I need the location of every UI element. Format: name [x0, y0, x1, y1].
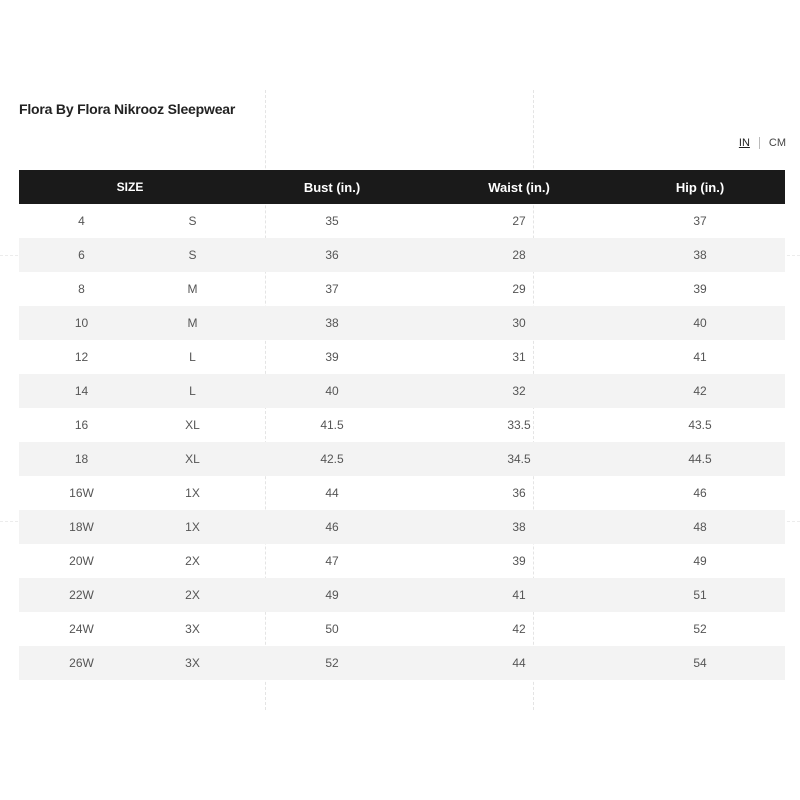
- cell-size-number: 18: [19, 442, 144, 476]
- cell-bust: 40: [241, 374, 423, 408]
- cell-waist: 44: [423, 646, 615, 680]
- cell-hip: 43.5: [688, 418, 712, 432]
- cell-waist: 42: [512, 622, 526, 636]
- cell-waist: 33.5: [507, 418, 531, 432]
- cell-hip: 44.5: [615, 442, 785, 476]
- cell-size-number: 16: [74, 418, 89, 432]
- cell-size-letter: M: [187, 282, 198, 296]
- cell-size-letter: XL: [144, 442, 241, 476]
- cell-size-number: 24W: [69, 622, 94, 636]
- cell-size-letter: L: [144, 374, 241, 408]
- cell-bust: 37: [325, 282, 339, 296]
- cell-size-letter: 3X: [185, 622, 200, 636]
- cell-size-letter: 2X: [185, 554, 200, 568]
- cell-size-number: 22W: [19, 578, 144, 612]
- cell-size-number: 16W: [69, 486, 94, 500]
- cell-hip: 51: [615, 578, 785, 612]
- table-row: [19, 408, 785, 442]
- cell-size-letter: S: [144, 238, 241, 272]
- header-hip: Hip (in.): [615, 170, 785, 204]
- unit-toggle: [739, 137, 786, 149]
- cell-size-number: 12: [74, 350, 89, 364]
- cell-size-number: 6: [19, 238, 144, 272]
- cell-waist: 30: [423, 306, 615, 340]
- table-body: [19, 204, 785, 680]
- cell-hip: 41: [693, 350, 707, 364]
- cell-waist: 38: [423, 510, 615, 544]
- header-waist: Waist (in.): [423, 170, 615, 204]
- cell-bust: 35: [325, 214, 339, 228]
- unit-in-toggle[interactable]: IN: [738, 137, 750, 149]
- cell-hip: 52: [693, 622, 707, 636]
- cell-hip: 54: [615, 646, 785, 680]
- table-row: [19, 476, 785, 510]
- table-row: [19, 442, 785, 476]
- cell-size-letter: 1X: [185, 486, 200, 500]
- table-row: [19, 612, 785, 646]
- cell-hip: 37: [693, 214, 707, 228]
- unit-divider: [759, 137, 760, 149]
- cell-size-letter: XL: [185, 418, 200, 432]
- table-row: [19, 374, 785, 408]
- cell-bust: 50: [325, 622, 339, 636]
- cell-hip: 42: [615, 374, 785, 408]
- cell-bust: 36: [241, 238, 423, 272]
- cell-size-number: 8: [78, 282, 85, 296]
- cell-size-number: 18W: [19, 510, 144, 544]
- cell-size-number: 20W: [69, 554, 94, 568]
- cell-hip: 40: [615, 306, 785, 340]
- cell-size-letter: S: [188, 214, 197, 228]
- cell-waist: 34.5: [423, 442, 615, 476]
- cell-hip: 48: [615, 510, 785, 544]
- cell-size-number: 10: [19, 306, 144, 340]
- header-size: SIZE: [19, 170, 241, 204]
- cell-size-letter: M: [144, 306, 241, 340]
- size-chart-table: [19, 170, 785, 680]
- cell-size-letter: 3X: [144, 646, 241, 680]
- table-row: [19, 238, 785, 272]
- cell-bust: 42.5: [241, 442, 423, 476]
- table-row: [19, 306, 785, 340]
- cell-bust: 41.5: [320, 418, 344, 432]
- cell-waist: 36: [512, 486, 526, 500]
- cell-size-letter: 2X: [144, 578, 241, 612]
- cell-waist: 27: [512, 214, 526, 228]
- cell-hip: 38: [615, 238, 785, 272]
- cell-hip: 49: [693, 554, 707, 568]
- cell-bust: 47: [325, 554, 339, 568]
- cell-bust: 49: [241, 578, 423, 612]
- cell-waist: 28: [423, 238, 615, 272]
- table-row: [19, 204, 785, 238]
- cell-waist: 32: [423, 374, 615, 408]
- table-row: [19, 544, 785, 578]
- cell-bust: 52: [241, 646, 423, 680]
- table-row: [19, 510, 785, 544]
- cell-hip: 39: [693, 282, 707, 296]
- cell-waist: 41: [423, 578, 615, 612]
- table-header-row: [19, 170, 785, 204]
- cell-size-number: 4: [78, 214, 85, 228]
- cell-size-letter: L: [189, 350, 196, 364]
- cell-size-letter: 1X: [144, 510, 241, 544]
- cell-bust: 46: [241, 510, 423, 544]
- cell-waist: 29: [512, 282, 526, 296]
- cell-hip: 46: [693, 486, 707, 500]
- table-row: [19, 340, 785, 374]
- table-row: [19, 272, 785, 306]
- cell-waist: 39: [512, 554, 526, 568]
- table-row: [19, 646, 785, 680]
- cell-size-number: 26W: [19, 646, 144, 680]
- cell-size-number: 14: [19, 374, 144, 408]
- cell-bust: 39: [325, 350, 339, 364]
- cell-bust: 38: [241, 306, 423, 340]
- table-row: [19, 578, 785, 612]
- page-title: Flora By Flora Nikrooz Sleepwear: [19, 101, 236, 117]
- header-bust: Bust (in.): [241, 170, 423, 204]
- cell-waist: 31: [512, 350, 526, 364]
- unit-cm-toggle[interactable]: CM: [768, 137, 786, 149]
- cell-bust: 44: [325, 486, 339, 500]
